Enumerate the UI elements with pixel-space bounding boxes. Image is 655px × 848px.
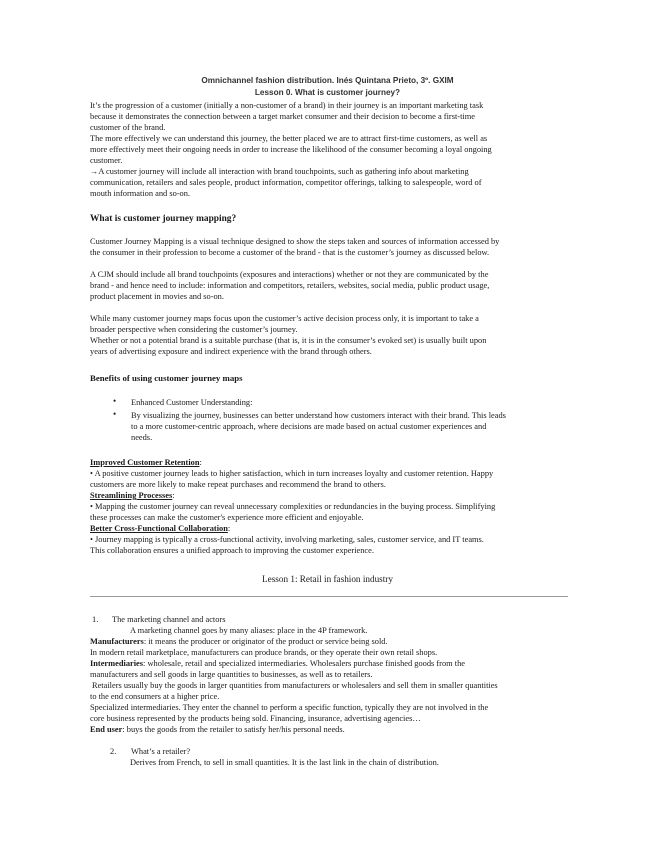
intermediaries-text: : wholesale, retail and specialized intermediaries. Wholesalers purchase finished goods from the bbox=[143, 659, 465, 668]
intro-line: →A customer journey will include all interaction with brand touchpoints, such as gathering info about marketing bbox=[90, 167, 469, 176]
bullet-dot: • bbox=[113, 409, 117, 419]
benefit-bullet: By visualizing the journey, businesses can better understand how customers interact with their brand. This leads bbox=[131, 411, 506, 420]
colon: : bbox=[172, 491, 175, 500]
manufacturers-line bbox=[90, 636, 570, 647]
retention-line: customers are more likely to make repeat purchases and recommend the brand to others. bbox=[90, 480, 386, 489]
mapping-line: A CJM should include all brand touchpoints (exposures and interactions) whether or not they are communicated by the bbox=[90, 270, 489, 279]
intro-line: customer of the brand. bbox=[90, 123, 166, 132]
mapping-line: Customer Journey Mapping is a visual technique designed to show the steps taken and sources of information accessed by bbox=[90, 237, 500, 246]
benefit-bullet: to a more customer-centric approach, where decisions are made based on actual customer experiences and bbox=[131, 422, 487, 431]
end-user-text: : buys the goods from the retailer to satisfy her/his personal needs. bbox=[122, 725, 345, 734]
intro-line: customer. bbox=[90, 156, 123, 165]
item-number: 2. bbox=[110, 747, 117, 756]
section-heading-benefits: Benefits of using customer journey maps bbox=[90, 373, 243, 383]
streamlining-line: these processes can make the customer's experience more efficient and enjoyable. bbox=[90, 513, 364, 522]
body-line: Specialized intermediaries. They enter the channel to perform a specific function, typically they are not involved in the bbox=[90, 703, 489, 712]
item-title: What’s a retailer? bbox=[131, 747, 191, 756]
section-heading-mapping: What is customer journey mapping? bbox=[90, 214, 237, 224]
end-user-line bbox=[90, 724, 570, 735]
item-subtext: Derives from French, to sell in small quantities. It is the last link in the chain of distribution. bbox=[130, 758, 439, 767]
body-line: Retailers usually buy the goods in larger quantities from manufacturers or wholesalers and sell them in smaller quantities bbox=[92, 681, 498, 690]
streamlining-title: Streamlining Processes bbox=[90, 491, 173, 500]
lesson1-title: Lesson 1: Retail in fashion industry bbox=[262, 574, 393, 584]
benefit-bullet: needs. bbox=[131, 433, 153, 442]
end-user-label: End user bbox=[90, 725, 123, 734]
collaboration-heading bbox=[90, 523, 570, 534]
mapping-line: product placement in movies and so-on. bbox=[90, 292, 224, 301]
mapping-line: the consumer in their profession to become a customer of the brand - that is the customer’s journey as discussed below. bbox=[90, 248, 490, 257]
mapping-line: While many customer journey maps focus upon the customer’s active decision process only, it is important to take a bbox=[90, 314, 479, 323]
intro-line: communication, retailers and sales people, product information, competitor offerings, talking to salespeople, word of bbox=[90, 178, 482, 187]
benefit-bullet: Enhanced Customer Understanding: bbox=[131, 398, 253, 407]
intro-line: because it demonstrates the connection between a target market consumer and their decision to become a first-time bbox=[90, 112, 475, 121]
mapping-line: brand - and hence need to include: information and competitors, retailers, websites, social media, public product usage, bbox=[90, 281, 490, 290]
collaboration-title: Better Cross-Functional Collaboration bbox=[90, 524, 228, 533]
body-line: core business represented by the products being sold. Financing, insurance, advertising agencies… bbox=[90, 714, 421, 723]
streamlining-heading bbox=[90, 490, 570, 501]
section-divider bbox=[90, 596, 568, 597]
retention-line: • A positive customer journey leads to higher satisfaction, which in turn increases loyalty and customer retention. Happy bbox=[90, 469, 494, 478]
manufacturers-text: : it means the producer or originator of the product or service being sold. bbox=[143, 637, 388, 646]
intro-line: It’s the progression of a customer (initially a non-customer of a brand) in their journey is an important marketing task bbox=[90, 101, 484, 110]
mapping-line: broader perspective when considering the customer’s journey. bbox=[90, 325, 298, 334]
colon: : bbox=[227, 524, 231, 533]
body-line: manufacturers and sell goods in large quantities to businesses, as well as to retailers. bbox=[90, 670, 373, 679]
retention-heading bbox=[90, 457, 570, 468]
intermediaries-label: Intermediaries bbox=[90, 659, 144, 668]
collaboration-line: • Journey mapping is typically a cross-functional activity, involving marketing, sales, customer service, and IT teams. bbox=[90, 535, 484, 544]
mapping-line: years of advertising exposure and indirect experience with the brand through others. bbox=[90, 347, 372, 356]
item-subtext: A marketing channel goes by many aliases: place in the 4P framework. bbox=[130, 626, 368, 635]
intermediaries-line bbox=[90, 658, 570, 669]
lesson0-title: Lesson 0. What is customer journey? bbox=[254, 88, 401, 97]
intro-line: mouth information and so-on. bbox=[90, 189, 191, 198]
intro-line: The more effectively we can understand this journey, the better placed we are to attract first-time customers, as well as bbox=[90, 134, 488, 143]
retention-title: Improved Customer Retention bbox=[90, 458, 200, 467]
streamlining-line: • Mapping the customer journey can reveal unnecessary complexities or redundancies in the buying process. Simplifying bbox=[90, 502, 496, 511]
manufacturers-label: Manufacturers bbox=[90, 637, 144, 646]
item-number: 1. bbox=[92, 615, 99, 624]
body-line: to the end consumers at a higher price. bbox=[90, 692, 220, 701]
intro-line: more effectively meet their ongoing needs in order to increase the likelihood of the consumer becoming a loyal ongoing bbox=[90, 145, 492, 154]
bullet-dot: • bbox=[113, 396, 117, 406]
mapping-line: Whether or not a potential brand is a suitable purchase (that is, it is in the consumer’s evoked set) is usually built upon bbox=[90, 336, 487, 345]
document-title: Omnichannel fashion distribution. Inés Quintana Prieto, 3º. GXIM bbox=[201, 76, 454, 85]
colon: : bbox=[199, 458, 202, 467]
body-line: In modern retail marketplace, manufacturers can produce brands, or they operate their own retail shops. bbox=[90, 648, 438, 657]
item-title: The marketing channel and actors bbox=[112, 615, 226, 624]
collaboration-line: This collaboration ensures a unified approach to improving the customer experience. bbox=[90, 546, 374, 555]
